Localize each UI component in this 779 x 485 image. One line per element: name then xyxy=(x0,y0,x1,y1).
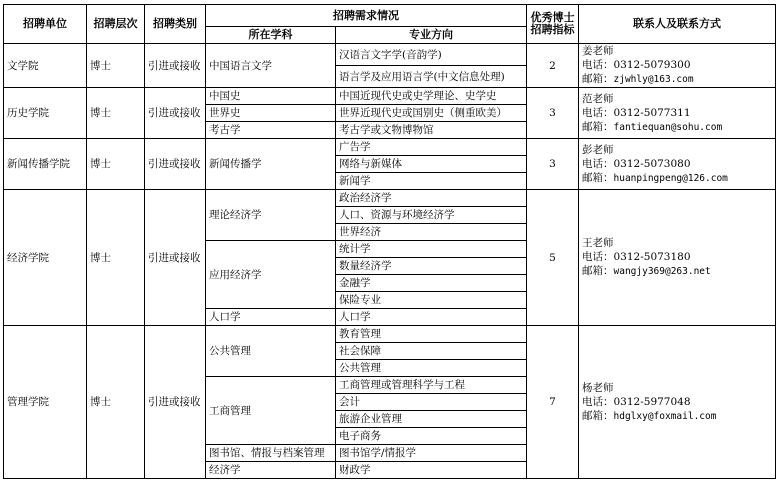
header-contact: 联系人及联系方式 xyxy=(579,5,776,44)
header-quota-line-1: 优秀博士 xyxy=(530,11,575,24)
table-row xyxy=(4,44,776,66)
direction-cell: 新闻学 xyxy=(336,173,527,190)
header-needs: 招聘需求情况 xyxy=(206,5,527,27)
direction-cell: 语言学及应用语言学(中文信息处理) xyxy=(336,66,527,88)
table-body xyxy=(4,44,776,479)
type-cell: 引进或接收 xyxy=(145,44,206,88)
type-cell: 引进或接收 xyxy=(145,326,206,479)
recruitment-table xyxy=(3,4,776,479)
direction-cell: 金融学 xyxy=(336,275,527,292)
contact-email: fantiequan@sohu.com xyxy=(613,121,723,133)
level-cell: 博士 xyxy=(87,88,145,139)
table-row xyxy=(4,88,776,105)
subject-cell: 考古学 xyxy=(206,122,336,139)
quota-cell: 3 xyxy=(527,88,579,139)
subject-cell: 经济学 xyxy=(206,462,336,479)
quota-cell: 3 xyxy=(527,139,579,190)
type-cell: 引进或接收 xyxy=(145,139,206,190)
subject-cell: 工商管理 xyxy=(206,377,336,445)
header-quota-line-2: 招聘指标 xyxy=(530,23,575,36)
level-cell: 博士 xyxy=(87,326,145,479)
level-cell: 博士 xyxy=(87,139,145,190)
header-quota xyxy=(527,5,579,44)
contact-email-label: 邮箱： xyxy=(582,120,614,133)
contact-cell xyxy=(579,326,776,479)
direction-cell: 世界经济 xyxy=(336,224,527,241)
contact-phone: 电话：0312-5073180 xyxy=(582,251,691,263)
contact-cell xyxy=(579,88,776,139)
direction-cell: 人口、资源与环境经济学 xyxy=(336,207,527,224)
direction-cell: 人口学 xyxy=(336,309,527,326)
contact-email-line xyxy=(582,72,772,87)
contact-email-label: 邮箱： xyxy=(582,265,614,277)
contact-email: hdglxy@foxmail.com xyxy=(613,410,717,422)
subject-cell: 人口学 xyxy=(206,309,336,326)
direction-cell: 旅游企业管理 xyxy=(336,411,527,428)
direction-cell: 世界近现代史或国别史（侧重欧美） xyxy=(336,105,527,122)
table-row xyxy=(4,326,776,343)
contact-phone: 电话：0312-5073080 xyxy=(582,157,691,170)
header-direction: 专业方向 xyxy=(336,27,527,44)
direction-cell: 财政学 xyxy=(336,462,527,479)
direction-cell: 图书馆学/情报学 xyxy=(336,445,527,462)
contact-phone: 电话：0312-5079300 xyxy=(582,59,691,71)
header-subject: 所在学科 xyxy=(206,27,336,44)
contact-email-line xyxy=(582,171,772,186)
direction-cell: 工商管理或管理科学与工程 xyxy=(336,377,527,394)
subject-cell: 世界史 xyxy=(206,105,336,122)
table-row xyxy=(4,139,776,156)
contact-email-label: 邮箱： xyxy=(582,409,614,422)
type-cell: 引进或接收 xyxy=(145,88,206,139)
header-unit: 招聘单位 xyxy=(4,5,87,44)
contact-email: huanpingpeng@126.com xyxy=(613,172,728,184)
contact-person: 杨老师 xyxy=(582,381,614,394)
unit-name-cell: 历史学院 xyxy=(4,88,87,139)
direction-cell: 广告学 xyxy=(336,139,527,156)
subject-cell: 新闻传播学 xyxy=(206,139,336,190)
direction-cell: 电子商务 xyxy=(336,428,527,445)
contact-email-line xyxy=(582,264,772,279)
direction-cell: 会计 xyxy=(336,394,527,411)
contact-cell xyxy=(579,139,776,190)
unit-name-cell: 管理学院 xyxy=(4,326,87,479)
direction-cell: 数量经济学 xyxy=(336,258,527,275)
direction-cell: 中国近现代史或史学理论、史学史 xyxy=(336,88,527,105)
level-cell: 博士 xyxy=(87,44,145,88)
contact-phone: 电话：0312-5977048 xyxy=(582,395,691,408)
direction-cell: 教育管理 xyxy=(336,326,527,343)
direction-cell: 汉语言文字学(音韵学) xyxy=(336,44,527,66)
contact-person: 范老师 xyxy=(582,92,614,105)
table-row xyxy=(4,190,776,207)
contact-person: 王老师 xyxy=(582,237,614,249)
contact-cell xyxy=(579,44,776,88)
header-level: 招聘层次 xyxy=(87,5,145,44)
contact-email-label: 邮箱： xyxy=(582,171,614,184)
contact-person: 彭老师 xyxy=(582,143,614,156)
contact-phone: 电话：0312-5077311 xyxy=(582,106,691,119)
level-cell: 博士 xyxy=(87,190,145,326)
contact-person: 姜老师 xyxy=(582,45,614,57)
direction-cell: 保险专业 xyxy=(336,292,527,309)
unit-name-cell: 经济学院 xyxy=(4,190,87,326)
table-header xyxy=(4,5,776,44)
quota-cell: 5 xyxy=(527,190,579,326)
contact-email: wangjy369@263.net xyxy=(613,266,711,277)
subject-cell: 公共管理 xyxy=(206,326,336,377)
contact-email-line xyxy=(582,409,772,424)
direction-cell: 统计学 xyxy=(336,241,527,258)
unit-name-cell: 文学院 xyxy=(4,44,87,88)
subject-cell: 中国语言文学 xyxy=(206,44,336,88)
subject-cell: 理论经济学 xyxy=(206,190,336,241)
type-cell: 引进或接收 xyxy=(145,190,206,326)
quota-cell: 7 xyxy=(527,326,579,479)
direction-cell: 公共管理 xyxy=(336,360,527,377)
contact-cell xyxy=(579,190,776,326)
header-type: 招聘类别 xyxy=(145,5,206,44)
contact-email: zjwhly@163.com xyxy=(613,74,694,85)
quota-cell: 2 xyxy=(527,44,579,88)
direction-cell: 社会保障 xyxy=(336,343,527,360)
contact-email-label: 邮箱： xyxy=(582,73,614,85)
subject-cell: 图书馆、情报与档案管理 xyxy=(206,445,336,462)
subject-cell: 中国史 xyxy=(206,88,336,105)
direction-cell: 网络与新媒体 xyxy=(336,156,527,173)
subject-cell: 应用经济学 xyxy=(206,241,336,309)
contact-email-line xyxy=(582,120,772,135)
direction-cell: 政治经济学 xyxy=(336,190,527,207)
unit-name-cell: 新闻传播学院 xyxy=(4,139,87,190)
direction-cell: 考古学或文物博物馆 xyxy=(336,122,527,139)
